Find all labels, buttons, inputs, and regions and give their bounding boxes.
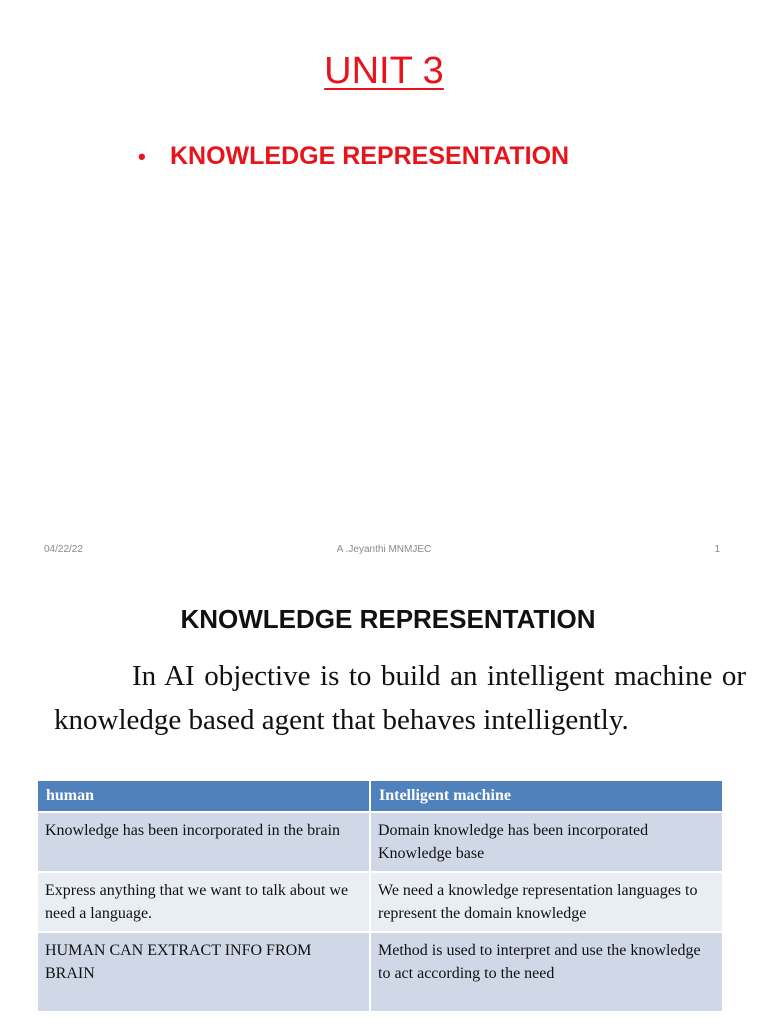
- comparison-table: [38, 781, 724, 1011]
- bullet-icon: •: [138, 144, 146, 169]
- table-row: [38, 872, 723, 932]
- column-header-human: human: [38, 781, 370, 812]
- table-row: [38, 932, 723, 1011]
- slide-title: UNIT 3: [324, 50, 444, 92]
- table-cell: Knowledge has been incorporated in the brain: [38, 812, 370, 872]
- footer-date: 04/22/22: [44, 544, 83, 555]
- table-cell: Method is used to interpret and use the knowledge to act according to the need: [370, 932, 723, 1011]
- table-cell: We need a knowledge representation languages to represent the domain knowledge: [370, 872, 723, 932]
- bullet-text: KNOWLEDGE REPRESENTATION: [170, 142, 570, 170]
- intro-paragraph: In AI objective is to build an intelligent machine or knowledge based agent that behaves intelligently.: [54, 660, 746, 736]
- column-header-intelligent-machine: Intelligent machine: [370, 781, 723, 812]
- table-cell: Domain knowledge has been incorporated Knowledge base: [370, 812, 723, 872]
- footer-author: A .Jeyanthi MNMJEC: [336, 544, 432, 555]
- bullet-item: [138, 142, 569, 171]
- table-cell: Express anything that we want to talk about we need a language.: [38, 872, 370, 932]
- table-header-row: [38, 781, 723, 812]
- slide-heading: KNOWLEDGE REPRESENTATION: [180, 604, 596, 634]
- table-cell: HUMAN CAN EXTRACT INFO FROM BRAIN: [38, 932, 370, 1011]
- footer-page-number: 1: [714, 544, 720, 555]
- table-row: [38, 812, 723, 872]
- slide-2: [0, 576, 768, 1024]
